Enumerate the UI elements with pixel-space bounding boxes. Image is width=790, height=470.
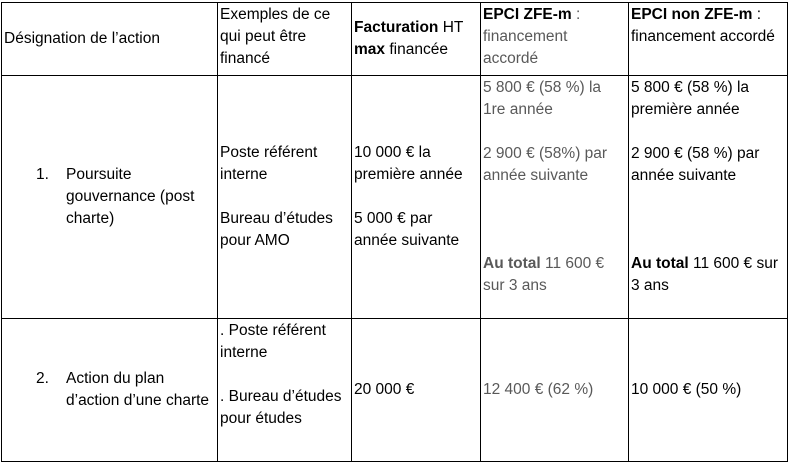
row1-zfe-next: 2 900 € (58%) par année suivante (483, 145, 608, 184)
row1-facturation-2: 5 000 € par année suivante (354, 210, 460, 249)
row1-facturation-1: 10 000 € la première année (354, 144, 463, 183)
header-facturation (352, 3, 481, 76)
header-exemples-text: Exemples de ce qui peut être financé (220, 6, 331, 67)
header-facturation-bold2: max (354, 41, 386, 58)
table-row (2, 76, 788, 319)
header-designation (2, 3, 218, 76)
row1-zfe-total-value: 11 600 € sur 3 ans (483, 255, 605, 294)
row2-exemple-1: . Poste référent interne (220, 322, 326, 361)
row1-exemple-2: Bureau d’études pour AMO (220, 210, 333, 249)
header-nonzfe (629, 3, 788, 76)
header-facturation-bold1: Facturation (354, 19, 439, 36)
row1-zfe-total-label: Au total (483, 255, 541, 272)
row1-designation-text: Poursuite gouvernance (post charte) (66, 166, 195, 227)
row2-nonzfe (629, 319, 788, 462)
row2-designation (2, 319, 218, 462)
row1-nonzfe (629, 76, 788, 319)
financing-table (1, 2, 788, 462)
row2-zfe-text: 12 400 € (62 %) (483, 381, 594, 398)
row1-designation (2, 76, 218, 319)
row2-facturation (352, 319, 481, 462)
row2-exemple-2: . Bureau d’études pour études (220, 388, 342, 427)
row2-designation-text: Action du plan d’action d’une charte (66, 370, 210, 409)
row1-number: 1. (36, 166, 49, 183)
row1-exemples (218, 76, 352, 319)
header-exemples (218, 3, 352, 76)
row1-nonzfe-first: 5 800 € (58 %) la première année (631, 79, 750, 118)
header-facturation-text1: HT (438, 19, 464, 36)
row2-nonzfe-text: 10 000 € (50 %) (631, 381, 742, 398)
header-designation-text: Désignation de l’action (4, 30, 160, 47)
row1-facturation (352, 76, 481, 319)
row2-facturation-text: 20 000 € (354, 381, 415, 398)
header-zfe (481, 3, 629, 76)
row2-number: 2. (36, 370, 49, 387)
header-nonzfe-text: : financement accordé (631, 6, 775, 45)
header-facturation-text2: financée (385, 41, 448, 58)
row1-zfe (481, 76, 629, 319)
row2-exemples (218, 319, 352, 462)
row1-nonzfe-total-label: Au total (631, 255, 689, 272)
header-zfe-text: : financement accordé (483, 6, 581, 67)
header-zfe-bold: EPCI ZFE-m (483, 6, 572, 23)
header-nonzfe-bold: EPCI non ZFE-m (631, 6, 753, 23)
row1-exemple-1: Poste référent interne (220, 144, 318, 183)
table-row (2, 319, 788, 462)
row2-zfe (481, 319, 629, 462)
row1-nonzfe-next: 2 900 € (58 %) par année suivante (631, 145, 760, 184)
header-row (2, 3, 788, 76)
row1-nonzfe-total-value: 11 600 € sur 3 ans (631, 255, 779, 294)
row1-zfe-first: 5 800 € (58 %) la 1re année (483, 79, 602, 118)
